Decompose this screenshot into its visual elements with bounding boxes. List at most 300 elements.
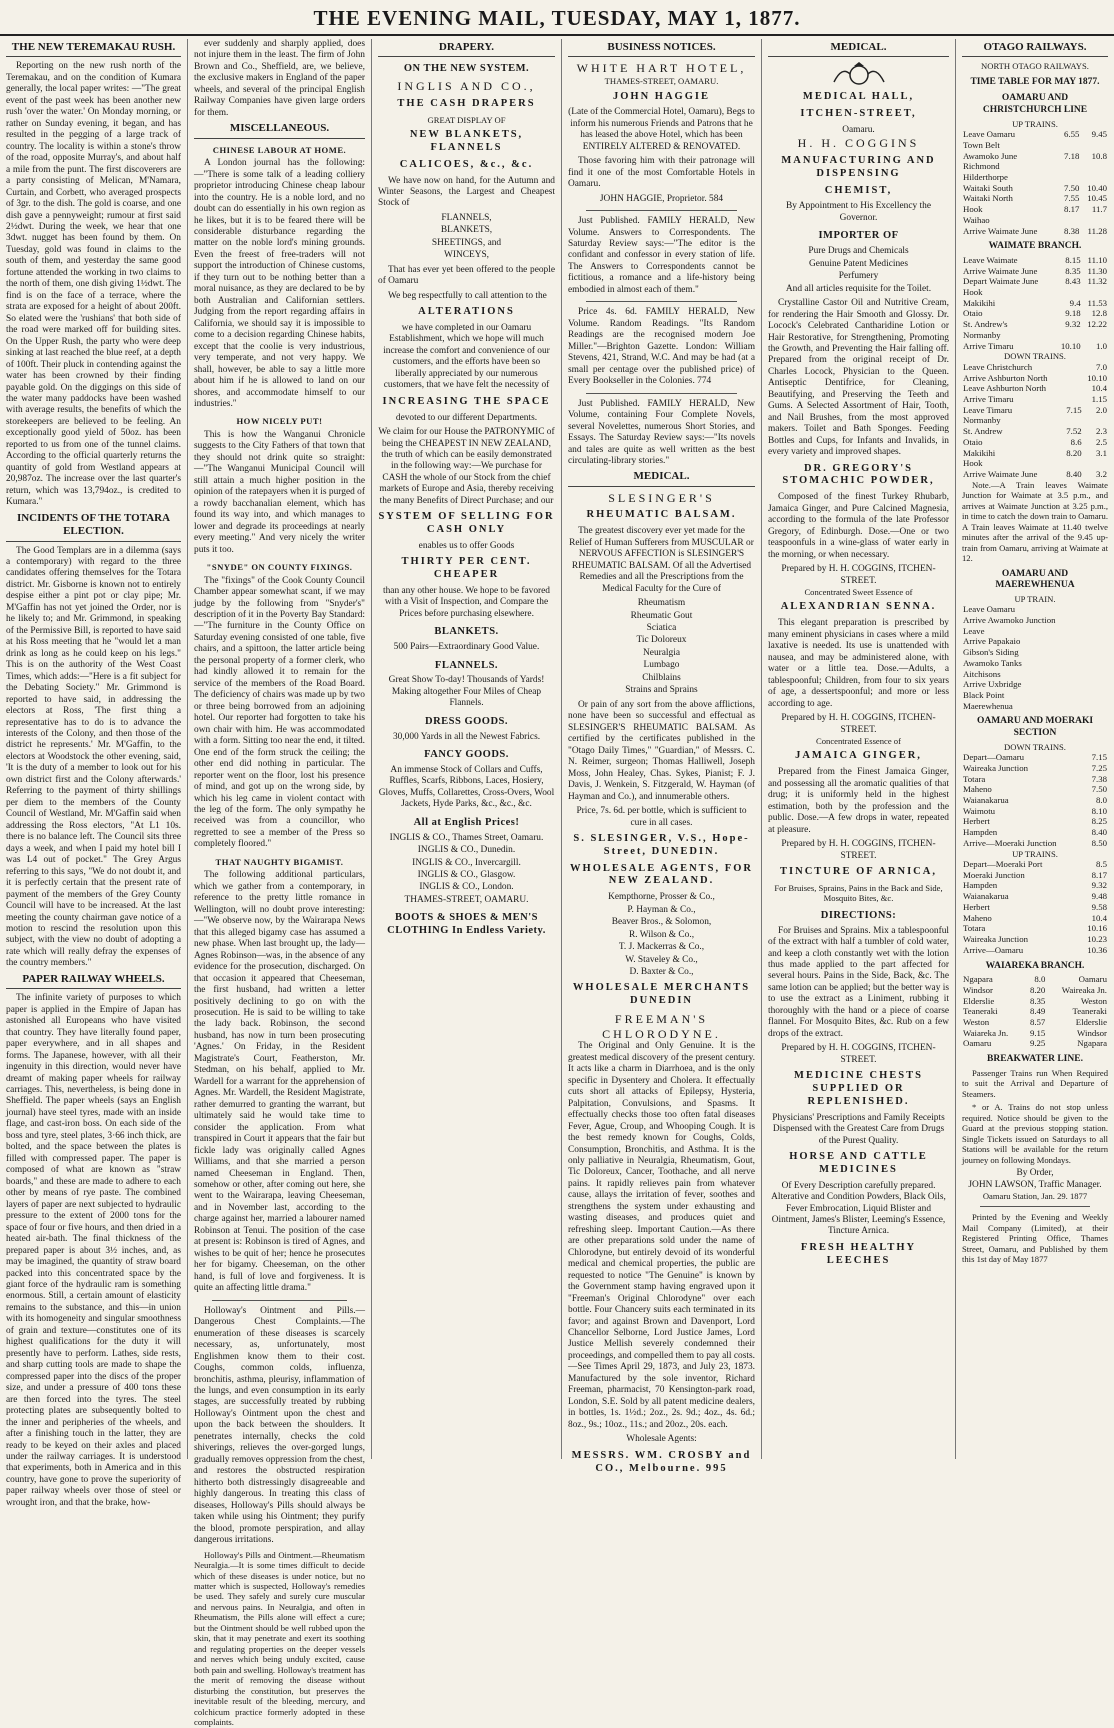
train-time <box>1062 383 1082 394</box>
ad-line: TINCTURE OF ARNICA, <box>780 866 937 877</box>
column-2 <box>188 39 372 1728</box>
ad-text: The Original and Only Genuine. It is the greatest medical discovery of the present century. It acts like a charm in Diarrhoea, and is the only specific in Dysentery and Cholera. It effectually cuts short all attacks of Epilepsy, Hysteria, Palpitation, Convulsions, and Spasms. It effectually checks those too often fatal diseases Fever, Ague, Croup, and Whooping Cough. It is the best remedy known for Coughs, Colds, Consumption, Bronchitis, and Asthma. It is the only palliative in Neuralgia, Rheumatism, Gout, Tic Doloreux, Cancer, Toothache, and all nerve pains. It rapidly relieves pain from whatever cause, allays the irritation of fever, soothes and strengthens the system under exhausting and wasting diseases, and produces quiet and refreshing sleep. Important Caution.—As there are other preparations sold under the name of Chlorodyne, but entirely devoid of its wonderful medical and chemical properties, the public are requested to notice "The Genuine" is known by the Government stamp having engraved upon it "Freeman's Original Chlorodyne" over each bottle. Four Chancery suits each terminated in its favor; and against Brown and Davenport, Lord Chancellor Selborne, Lord Justice James, Lord Justice Mellish severely condemned their proceedings, and compelled them to pay all costs.—See Times April 29, 1873, and July 23, 1873. Manufactured by the sole inventor, Richard Freeman, pharmacist, 70 Kensington-park road, London, S.E. Sold by all patent medicine dealers, in bottles, 1s. 1½d.; 2oz., 2s. 9d.; 4oz., 4s. 6d.; 8oz., 9s.; 10oz., 11s.; and 20oz., 20s. each. <box>568 1041 755 1430</box>
train-time: 8.15 <box>1065 254 1081 265</box>
timetable-row <box>962 308 1108 319</box>
train-time: 8.10 <box>1091 805 1107 816</box>
stock-list <box>378 213 555 262</box>
timetable-row <box>962 647 1108 658</box>
ad-subtitle: DRESS GOODS. <box>424 715 509 727</box>
train-time <box>1083 458 1108 469</box>
train-time: Windsor <box>1077 1027 1107 1038</box>
ad-subtitle: FANCY GOODS. <box>424 749 509 761</box>
timetable-row <box>962 795 1108 806</box>
train-time <box>1058 215 1080 226</box>
ad-line: RHEUMATIC BALSAM. <box>586 509 737 521</box>
timetable-row <box>962 859 1108 870</box>
train-time: 7.18 <box>1064 150 1080 161</box>
train-time: 9.25 <box>1029 1038 1046 1049</box>
ad-line: JOHN HAGGIE <box>613 90 710 102</box>
train-time: 8.49 <box>1029 1006 1046 1017</box>
station-name: St. Andrew <box>963 426 1003 437</box>
ad-line: Concentrated Essence of <box>816 735 901 746</box>
ailment-item: Rheumatism <box>637 598 686 609</box>
station-name: Aitchisons <box>963 668 1001 679</box>
timetable-row <box>962 996 1108 1007</box>
station-name: Black Point <box>963 690 1005 700</box>
ad-text: 30,000 Yards in all the Newest Fabrics. <box>392 731 541 742</box>
timetable-note: Passenger Trains run When Required to suit the Arrival and Departure of Steamers. <box>962 1067 1108 1099</box>
ad-text: We claim for our House the PATRONYMIC of being the CHEAPEST IN NEW ZEALAND, the truth of which can be easily demonstrated in the following way:—We purchase for CASH the whole of our Stock from the chief markets of Europe and Asia, thereby receiving the many Benefits of Direct Purchase; and our <box>378 427 555 506</box>
station-name: Arrive Ashburton North <box>963 372 1048 383</box>
train-time: 8.0 <box>1096 794 1107 805</box>
train-time: 8.38 <box>1064 225 1080 236</box>
station-name: Leave Christchurch <box>963 361 1033 372</box>
train-time: 8.20 <box>1066 447 1082 458</box>
ad-text: Crystalline Castor Oil and Nutritive Cream, for rendering the Hair Smooth and Glossy. Dr. Locock's Celebrated Cantharidine Lotion or Hair Restorative, for Strengthening, Promoting the Growth, and Preventing the Hair falling off. Prepared from the original receipt of Dr. Charles Locock, Physician to the Queen. Antiseptic Dentifrice, for Cleaning, Beautifying, and Preserving the Teeth and Gums. A Selected Assortment of Hair, Tooth, and Nail Brushes, from the most approved makers. Toilet and Bath Sponges. Feeding Bottles and Cups, for Infants and Invalids, in every variety and improved shapes. <box>768 298 949 458</box>
ad-line: NORTH OTAGO RAILWAYS. <box>981 61 1089 72</box>
ad-line: MANUFACTURING AND DISPENSING <box>781 155 936 179</box>
timetable-row <box>962 679 1108 690</box>
timetable-section: UP TRAINS. <box>1012 118 1058 129</box>
train-time: 2.3 <box>1096 426 1107 437</box>
station-name: Gibson's Siding <box>963 647 1019 658</box>
station-name: Awamoko Tanks <box>963 657 1022 668</box>
station-name: Hampden <box>963 880 998 891</box>
train-time: Weston <box>1080 995 1107 1006</box>
timetable-waimate <box>962 255 1108 351</box>
ailment-item: Chilblains <box>642 672 681 683</box>
ad-line: HORSE AND CATTLE MEDICINES <box>789 1150 928 1175</box>
station-name: Arrive Waimate June <box>963 469 1038 480</box>
station-name: Depart—Oamaru <box>963 752 1025 763</box>
agent-item: Kempthorne, Prosser & Co., <box>608 892 715 903</box>
timetable-row <box>962 215 1108 226</box>
ad-line: INCREASING THE SPACE <box>382 395 551 407</box>
timetable-row <box>962 923 1108 934</box>
ad-text: Composed of the finest Turkey Rhubarb, Jamaica Ginger, and Pure Calcined Magnesia, according to the formula of the late Professor Gregory, of Edinburgh. Dose.—One or two teaspoonfuls in a wine-glass of water early in the morning, or when necessary. <box>768 492 949 560</box>
ad-footer: MESSRS. WM. CROSBY and CO., Melbourne. 995 <box>571 1449 752 1474</box>
timetable-section: BREAKWATER LINE. <box>987 1054 1083 1065</box>
station-name: Teaneraki <box>963 1006 998 1017</box>
station-name: Ngapara <box>963 974 993 985</box>
station-name: Leave Oamaru <box>963 129 1016 140</box>
ad-footer: FRESH HEALTHY LEECHES <box>800 1241 917 1266</box>
train-time <box>1058 161 1080 172</box>
stock-item: WINCEYS, <box>443 250 490 261</box>
train-time: 10.36 <box>1087 944 1107 955</box>
ad-line: WHOLESALE MERCHANTS DUNEDIN <box>572 982 751 1007</box>
station-name: Leave Oamaru <box>963 604 1016 615</box>
timetable-row <box>962 1028 1108 1039</box>
station-name: Makikihi <box>963 447 996 458</box>
ad-line: THAMES-STREET, OAMARU. <box>604 76 719 87</box>
timetable-row <box>962 827 1108 838</box>
train-time <box>1082 287 1108 298</box>
train-time: 2.0 <box>1096 404 1107 415</box>
article-body: The infinite variety of purposes to which paper is applied in the Empire of Japan has astonished all Europeans who have visited that country. They have literally found paper, paper everywhere, and in all shapes and forms. The Japanese, however, with all their ingenuity in this direction, would never have dreamt of making paper wheels for railway carriages. This, nevertheless, is being done in Sheffield. The paper wheels (says an English journal) have steel tyres, made with an inside flage, and cast-iron boss. On each side of the boss and tyre, steel plates, 3·66 inch thick, are bolted, and the space between the plates is filled with compressed paper. The paper is composed of what are known as "straw boards," and these are made to adhere to each other by means of rye paste. The combined layers of paper are next subjected to hydraulic pressure to the extent of 2000 tons for the space of four or five hours, and then dried in a heated air-bath. The final thickness of the prepared paper is about 3½ inches, and, as may be imagined, the quantity of straw board packed into this concentrated space by the giant force of the hydraulic ram is something enormous. Still, a certain amount of elasticity remains to the substance, and this—in union with its homogeneity and singular smoothness of grain and texture—constitutes one of its highest qualifications for the duty it will presently have to perform. Lathes, side rests, and sharp cutting tools are made to shape the compressed paper into the discs of the proper size, and under a pressure of 400 tons these are then forced into the tyres. The steel protecting plates are subsequently bolted to the inner and peripheries of the wheels, and after a finishing touch in the latter, they are ready to be keyed on their axles and placed under the railway carriages. It is understood that experiments, both in America and in this country, have gone to prove the superiority of paper railway wheels over those of steel or wrought iron, and that the brake, how- <box>6 993 181 1508</box>
timetable-row <box>962 806 1108 817</box>
ad-business-name: FREEMAN'S CHLORODYNE. <box>602 1012 721 1041</box>
article-body: The Good Templars are in a dilemma (says a contemporary) with regard to the three candidates offering themselves for the Totara district. Mr. Gisborne is known not to entirely despise either a pint pot or clay pipe; Mr. M'Gaffin has not yet joined the Order, nor is he likely to; and Mr. Grimmond, in speaking of the Permissive Bill, is reported to have said at his Ross meeting that he "would let a man drink as long as he could keep on his legs." This is on the authority of the West Coast Times, which adds:—"Here is a fit subject for the Debating Society." Mr. Grimmond is reported to have said, in addressing the electors at Ross, 'The first thing a representative has to do is to advance the interests of the Colony, and then those of the district he represents.' Mr. M'Gaffin, to the electors at Woodstock the other evening, said, 'It is the duty of a member to look out for his own district first and the Colony afterwards.' Referring to the payment of thirty shillings per diem to the members of the County Council of Westland, Mr. M'Gaffin said when addressing the Ross electors, "At L1 10s. there is no balance left. The Council sits three days a week, and when I paid my hotel bill I was L4 out of pocket." The Grey Argus referring to this says, "We do not doubt it, and it is perfectly certain that the present rate of payment of the members of the Grey County Council will have to be increased. At the last meeting the county chairman gave notice of a motion to rescind the resolution upon this subject, with the view no doubt of adopting a rate which will really defray the expenses of the country members." <box>6 545 181 969</box>
branch-item: INGLIS & CO., Invercargill. <box>412 857 521 868</box>
article-subtitle: "SNYDE" ON COUNTY FIXINGS. <box>206 562 353 573</box>
train-time: Elderslie <box>1075 1016 1107 1027</box>
agent-item: T. J. Mackerras & Co., <box>618 942 705 953</box>
train-time: 10.45 <box>1087 193 1107 204</box>
timetable-row <box>962 838 1108 849</box>
ad-line: S. SLESINGER, V.S., Hope-Street, DUNEDIN. <box>573 832 750 857</box>
ad-line: Prepared by H. H. COGGINS, ITCHEN-STREET. <box>781 839 936 861</box>
train-time: 8.50 <box>1091 837 1107 848</box>
branch-item: INGLIS & CO., Dunedin. <box>417 845 516 856</box>
train-time: 7.55 <box>1064 193 1080 204</box>
ad-text: (Late of the Commercial Hotel, Oamaru), Begs to inform his numerous Friends and Patrons that he has leased the above Hotel, which has been ENTIRELY ALTERED & RENOVATED. <box>568 107 755 152</box>
timetable-row <box>962 604 1108 615</box>
train-time: 3.1 <box>1096 447 1107 458</box>
timetable-row <box>962 172 1108 183</box>
train-time <box>1080 161 1108 172</box>
ad-subtitle: All at English Prices! <box>413 816 520 828</box>
agent-item: R. Wilson & Co., <box>628 929 695 940</box>
station-name: Leave Timaru <box>963 404 1013 415</box>
train-time: 9.45 <box>1091 129 1107 140</box>
ad-text: An immense Stock of Collars and Cuffs, Ruffles, Scarfs, Ribbons, Laces, Hosiery, Gloves, Muffs, Collarettes, Cross-Overs, Wool Jackets, Hyde Parks, &c., &c., &c. <box>378 764 555 810</box>
train-time: 10.4 <box>1091 383 1107 394</box>
station-name: Leave Ashburton North <box>963 383 1047 394</box>
train-time: Waireaka Jn. <box>1061 984 1107 995</box>
ad-business-name: INGLIS AND CO., <box>397 79 536 94</box>
ad-business-name: H. H. COGGINS <box>797 136 920 151</box>
masthead <box>0 0 1114 36</box>
section-title: MEDICAL. <box>768 41 949 57</box>
agent-item: W. Staveley & Co., <box>625 954 698 965</box>
agent-item: P. Hayman & Co., <box>627 904 696 915</box>
section-title: MISCELLANEOUS. <box>194 122 365 138</box>
timetable-row <box>962 469 1108 480</box>
ad-line: CHEMIST, <box>824 184 893 196</box>
station-name: Maerewhenua <box>963 700 1013 711</box>
train-time: 8.57 <box>1029 1016 1046 1027</box>
ad-line: NEW BLANKETS, FLANNELS <box>409 129 524 153</box>
station-name: Makikihi <box>963 297 996 308</box>
timetable-row <box>962 183 1108 194</box>
timetable-title: TIME TABLE FOR MAY 1877. <box>970 76 1100 87</box>
train-time: 7.0 <box>1096 361 1107 372</box>
station-name: Windsor <box>963 984 993 995</box>
column-6 <box>956 39 1114 1459</box>
train-time: 8.6 <box>1070 436 1082 447</box>
train-time <box>1082 330 1108 341</box>
train-time: 9.58 <box>1091 901 1107 912</box>
section-title: BUSINESS NOTICES. <box>568 41 755 57</box>
timetable-line: OAMARU AND CHRISTCHURCH LINE <box>982 93 1088 116</box>
ad-line: ITCHEN-STREET, <box>800 108 917 120</box>
station-name: Awamoko June <box>963 150 1018 161</box>
station-name: Moeraki Junction <box>963 869 1025 880</box>
train-time: 8.0 <box>1034 974 1046 985</box>
article-body: ever suddenly and sharply applied, does not injure them in the least. The firm of John Brown and Co., Sheffield, are, we believe, the exclusive makers in England of the paper wheels, and several of the principal English Railway Companies have given large orders for them. <box>194 39 365 118</box>
column-3 <box>372 39 562 1459</box>
timetable-row <box>962 752 1108 763</box>
train-time <box>1062 415 1082 426</box>
ad-text: The greatest discovery ever yet made for the Relief of Human Sufferers from MUSCULAR or NERVOUS AFFECTION is SLESINGER'S RHEUMATIC BALSAM. Of all the Advertised Remedies and all the Prescriptions from the Medical Faculty for the Cure of <box>569 526 754 594</box>
train-time: 11.53 <box>1087 297 1107 308</box>
train-time <box>1062 394 1082 405</box>
article-subtitle: CHINESE LABOUR AT HOME. <box>212 144 347 155</box>
train-time: 10.8 <box>1091 150 1107 161</box>
ad-line: By Order, <box>1016 1168 1054 1179</box>
station-name: Maheno <box>963 912 992 923</box>
train-time: 11.32 <box>1087 276 1107 287</box>
timetable-row <box>962 255 1108 266</box>
station-name: Waimotu <box>963 805 996 816</box>
timetable-row <box>962 902 1108 913</box>
train-time: 1.15 <box>1091 393 1107 404</box>
stock-item: BLANKETS, <box>440 225 493 236</box>
ad-subtitle: FLANNELS. <box>434 659 499 671</box>
timetable-row <box>962 891 1108 902</box>
timetable-row <box>962 341 1108 352</box>
timetable-row <box>962 1017 1108 1028</box>
section-title: OTAGO RAILWAYS. <box>962 41 1108 57</box>
station-name: Hampden <box>963 827 998 838</box>
article-subtitle: THAT NAUGHTY BIGAMIST. <box>215 856 344 867</box>
ad-business-name: SLESINGER'S <box>608 490 715 505</box>
stock-item: SHEETINGS, and <box>431 237 502 248</box>
train-time <box>1062 373 1082 384</box>
branch-item: THAMES-STREET, OAMARU. <box>404 894 529 905</box>
train-time <box>1058 140 1080 151</box>
ad-line: MEDICINE CHESTS SUPPLIED OR REPLENISHED. <box>794 1070 923 1107</box>
divider <box>980 1206 1090 1207</box>
timetable-section: UP TRAIN. <box>1014 593 1056 604</box>
station-name: Waitaki North <box>963 193 1013 204</box>
ad-subtitle: ON THE NEW SYSTEM. <box>403 63 530 75</box>
ad-text: Prepared from the Finest Jamaica Ginger, and possessing all the aromatic qualities of that drug; it is uniformly held in the highest estimation, both by the profession and the public. Dose.—A few drops in water, repeated at pleasure. <box>768 767 949 835</box>
station-name: Hook <box>963 204 983 215</box>
stock-item: FLANNELS, <box>441 212 492 223</box>
branch-item: INGLIS & CO., Thames Street, Oamaru. <box>389 832 544 843</box>
timetable-row <box>962 913 1108 924</box>
timetable-row <box>962 426 1108 437</box>
ad-line: Oamaru Station, Jan. 29. 1877 <box>982 1190 1088 1201</box>
ad-footer: BOOTS & SHOES & MEN'S CLOTHING In Endless Variety. <box>387 912 546 937</box>
train-time: 11.28 <box>1087 225 1107 236</box>
timetable-section: DOWN TRAINS. <box>1004 351 1066 362</box>
ad-text: 500 Pairs—Extraordinary Good Value. <box>393 642 540 653</box>
section-title: MEDICAL. <box>568 470 755 486</box>
timetable-row <box>962 784 1108 795</box>
branch-item: INGLIS & CO., Glasgow. <box>417 870 516 881</box>
timetable-line: OAMARU AND MOERAKI SECTION <box>976 716 1094 739</box>
ad-text: This elegant preparation is prescribed by many eminent physicians in cases where a mild laxative is needed. Its use is unattended with nausea, and may be administered alone, with water or a little tea. Dose.—Adults, a tablespoonful; Children, from four to six years of age, a dessertspoonful; and more or less according to age. <box>768 618 949 709</box>
ailment-item: Lumbago <box>643 660 680 671</box>
column-5 <box>762 39 956 1459</box>
timetable-row <box>962 636 1108 647</box>
agent-list <box>568 892 755 978</box>
train-time: 12.22 <box>1087 319 1107 330</box>
import-item: And all articles requisite for the Toilet. <box>785 283 932 294</box>
ad-line: Wholesale Agents: <box>626 1434 697 1445</box>
ad-text: We beg respectfully to call attention to the <box>388 290 547 301</box>
branch-list <box>378 833 555 907</box>
ad-text: we have completed in our Oamaru Establishment, which we hope will much increase the comfort and convenience of our customers, and the efforts have been so liberally appreciated by our numerous customers, that we have felt the necessity of <box>383 322 550 391</box>
timetable-section: WAIMATE BRANCH. <box>988 241 1082 252</box>
ad-text: Of Every Description carefully prepared. Alterative and Condition Powders, Black Oils, Fever Embrocation, Liquid Blister and Ointment, James's Blister, Leeming's Essence, Tincture Arnica. <box>771 1180 946 1237</box>
timetable-row <box>962 193 1108 204</box>
train-time: 10.40 <box>1087 182 1107 193</box>
ailment-item: Strains and Sprains <box>625 685 698 696</box>
timetable-row <box>962 658 1108 669</box>
train-time <box>1083 415 1108 426</box>
timetable-row <box>962 669 1108 680</box>
station-name: Waireaka Junction <box>963 762 1028 773</box>
train-time: Ngapara <box>1077 1038 1107 1049</box>
train-time: 8.17 <box>1091 869 1107 880</box>
ad-subtitle: IMPORTER OF <box>818 230 899 242</box>
ad-text: Those favoring him with their patronage will find it one of the most Comfortable Hotels in Oamaru. <box>568 156 755 190</box>
train-time: 8.40 <box>1091 827 1107 838</box>
ailment-item: Rheumatic Gout <box>630 610 693 621</box>
timetable-row <box>962 161 1108 172</box>
timetable-row <box>962 974 1108 985</box>
timetable-row <box>962 690 1108 701</box>
station-name: Leave <box>963 625 985 636</box>
train-time <box>1055 287 1081 298</box>
station-name: Waihao <box>963 214 990 225</box>
ailment-item: Sciatica <box>646 623 677 634</box>
timetable-moeraki-up <box>962 859 1108 955</box>
train-time: 9.32 <box>1065 319 1081 330</box>
timetable-row <box>962 405 1108 416</box>
station-name: Town Belt <box>963 139 1000 150</box>
timetable-row <box>962 985 1108 996</box>
timetable-row <box>962 287 1108 298</box>
train-time: 8.5 <box>1096 859 1107 870</box>
ad-line: Prepared by H. H. COGGINS, ITCHEN-STREET. <box>781 564 936 586</box>
ad-text: than any other house. We hope to be favored with a Visit of Inspection, and Compare the Prices before purchasing elsewhere. <box>383 586 550 619</box>
ad-text: Great Show To-day! Thousands of Yards! Making altogether Four Miles of Cheap Flannels. <box>388 675 545 709</box>
station-name: Totara <box>963 923 986 934</box>
divider <box>586 301 737 302</box>
timetable-note: * or A. Trains do not stop unless required. Notice should be given to the Guard at the previous stopping station. Single Tickets issued on Saturdays to all Stations will be available for the return journey on following Mondays. <box>962 1102 1108 1165</box>
ailment-item: Tic Doloreux <box>636 635 687 646</box>
ad-line: THIRTY PER CENT. CHEAPER <box>401 556 532 581</box>
agent-item: Beaver Bros., & Solomon, <box>611 917 712 928</box>
ad-line: THE CASH DRAPERS <box>397 97 536 109</box>
station-name: Waianakarua <box>963 794 1009 805</box>
ad-line: For Bruises, Sprains, Pains in the Back and Side, Mosquito Bites, &c. <box>774 882 943 904</box>
divider <box>586 393 737 394</box>
station-name: Normanby <box>963 329 1001 340</box>
train-time: 9.32 <box>1091 880 1107 891</box>
station-name: Maheno <box>963 784 992 795</box>
ad-line: Prepared by H. H. COGGINS, ITCHEN-STREET. <box>781 713 936 735</box>
ad-business-name: MEDICAL HALL, <box>802 91 915 103</box>
timetable-row <box>962 383 1108 394</box>
timetable-row <box>962 458 1108 469</box>
timetable-row <box>962 816 1108 827</box>
timetable-row <box>962 880 1108 891</box>
newspaper-title: THE EVENING MAIL, TUESDAY, MAY 1, 1877. <box>313 6 801 30</box>
timetable-row <box>962 226 1108 237</box>
royal-arms-icon <box>768 61 949 87</box>
timetable-row <box>962 266 1108 277</box>
timetable-maerewhenua <box>962 604 1108 711</box>
train-time: 9.4 <box>1069 297 1081 308</box>
train-time <box>1080 140 1108 151</box>
section-title: DRAPERY. <box>378 41 555 57</box>
article-body: The following additional particulars, which we gather from a contemporary, in reference to the pretty little romance in Wellington, will no doubt prove interesting:—"We observe now, by the Wairarapa News that this alleged bigamy case has assumed a new phase. When last brought up, the lady—Agnes Robinson—was, in the absence of any evidence for the prosecution, discharged. On that occasion it appeared that Cheeseman, the first husband, had written a letter positively declining to go on with the prosecution. He is said to be willing to take the lady back. Robinson, the second husband, has now in turn been prosecuting 'Agnes.' On Friday, in the Resident Magistrate's Court, Featherston, Mr. Stedman, on his behalf, applied to Mr. Wardell for a warrant for the apprehension of Agnes. Mr. Wardell, the Resident Magistrate, rather demurred to granting the warrant, but ultimately said he would take time to consider the application. From what transpired in Court it appears that the fair but fickle lady was originally called Agnes Williams, and that she married a person named Cheeseman in England. Then, somehow or other, after coming out here, she went to the Wairarapa, leaving Cheeseman, and in November last, according to the charge against her, married a labourer named Robinson at Tenui. The position of the case at present is: Robinson is tired of Agnes, and wishes to be quit of her; hence he prosecutes her for bigamy. Cheeseman, on the other hand, is full of love and forgiveness. It is quite an affecting little drama." <box>194 870 365 1294</box>
train-time: Teaneraki <box>1072 1006 1107 1017</box>
station-name: Weston <box>963 1016 990 1027</box>
station-name: Waiareka Jn. <box>963 1027 1009 1038</box>
train-time: 8.40 <box>1066 469 1082 480</box>
ad-line: ALEXANDRIAN SENNA. <box>780 601 937 613</box>
station-name: Arrive Uxbridge <box>963 679 1022 690</box>
station-name: Arrive Awamoko Junction <box>963 614 1056 625</box>
article-body: The "fixings" of the Cook County Council Chamber appear somewhat scant, if we may judge by the following from "Snyder's" description of it in the Poverty Bay Standard:—"The furniture in the County Office on Saturday evening consisted of one table, five chairs, and a spittoon, the latter article being the personal property of a former clerk, who had kindly allowed it to remain for the service of the members of the Road Board. The deficiency of chairs was made up by two or three being borrowed from an adjoining hotel. Our reporter had forgotten to take his own chair with him. He was accommodated with a form. Sitting too near the end, it tilted. One end of the form struck the ceiling; the other end did nothing in particular. The reporter went on the floor, lost his presence of mind, and got up on the wrong side, by which his leg came in violent contact with the leg of the form. The only sympathy he received was from a councillor, who regretted to see a member of the Press so completely floored." <box>194 575 365 850</box>
train-time: 11.30 <box>1087 265 1107 276</box>
timetable-row <box>962 394 1108 405</box>
train-time: 8.35 <box>1065 265 1081 276</box>
station-name: St. Andrew's <box>963 319 1008 330</box>
train-time: 7.38 <box>1091 773 1107 784</box>
ad-line: GREAT DISPLAY OF <box>427 114 506 125</box>
timetable-row <box>962 415 1108 426</box>
ad-subtitle: DIRECTIONS: <box>820 909 897 921</box>
ailment-item: Neuralgia <box>643 647 680 658</box>
train-time: 11.7 <box>1091 204 1107 215</box>
train-time: 7.50 <box>1064 182 1080 193</box>
ad-line: Prepared by H. H. COGGINS, ITCHEN-STREET. <box>781 1043 936 1065</box>
train-time <box>1080 172 1108 183</box>
article-title: PAPER RAILWAY WHEELS. <box>6 973 181 989</box>
train-time: 2.5 <box>1096 436 1107 447</box>
timetable-row <box>962 774 1108 785</box>
timetable-section: DOWN TRAINS. <box>1004 741 1066 752</box>
train-time: 8.17 <box>1064 204 1080 215</box>
import-list <box>768 246 949 295</box>
train-time <box>1080 215 1108 226</box>
train-time <box>1055 330 1081 341</box>
station-name: Totara <box>963 773 986 784</box>
ad-text: devoted to our different Departments. <box>395 412 538 423</box>
article-title: INCIDENTS OF THE TOTARA ELECTION. <box>6 512 181 542</box>
train-time: 10.16 <box>1087 923 1107 934</box>
station-name: Otaio <box>963 436 983 447</box>
ad-text: enables us to offer Goods <box>418 540 515 551</box>
train-time <box>1062 362 1082 373</box>
train-time: 6.55 <box>1064 129 1080 140</box>
timetable-row <box>962 362 1108 373</box>
timetable-row <box>962 701 1108 712</box>
timetable-row <box>962 615 1108 626</box>
advertisement-text: Holloway's Pills and Ointment.—Rheumatism Neuralgia.—It is some times difficult to decide which of these diseases is under notice, but no matter which is suspected, Holloway's remedies be used. They safely and surely cure muscular and nervous pains. In Neuralgia, and often in Rheumatism, the Pills alone will effect a cure; but the Ointment should be well rubbed upon the skin, that it may penetrate and exert its soothing and regulating properties on the deeper vessels and nerves which being unduly excited, cause both pain and swelling. Holloway's treatment has the merit of removing the disease without disturbing the constitution, but preserves the inevitable result of the bleeding, mercury, and colchicum practice formerly adopted in these complaints. <box>194 1549 365 1728</box>
train-time: 9.48 <box>1091 891 1107 902</box>
train-time: Oamaru <box>1078 974 1107 985</box>
train-time: 7.15 <box>1091 752 1107 763</box>
timetable-row <box>962 204 1108 215</box>
article-body: A London journal has the following:—"There is some talk of a leading colliery proprietor introducing Chinese cheap labour into the country. He is a noble lord, and no doubt can do essentially in his own region as he likes, but it is to be feared there will be considerable disturbance regarding the matter on the noble lord's mining grounds. Even the freest of free-traders will not support the introduction of Chinese customs, if they turn out to be nothing better than a moral nuisance, as they are declared to be by both Australian and Californian settlers. Judging from the report regarding affairs in California, we should say it is impossible to come to a decision regarding Chinese habits, except that the coolie is very industrious, very temperate, and not very happy. We shall, however, be able to say a little more about him if he is allowed to land on our shores, and accommodate himself to our industries." <box>194 158 365 410</box>
ad-line: DR. GREGORY'S STOMACHIC POWDER, <box>782 462 935 487</box>
train-time: 8.25 <box>1091 816 1107 827</box>
timetable-up <box>962 129 1108 236</box>
station-name: Herbert <box>963 816 990 827</box>
timetable-row <box>962 140 1108 151</box>
printer-imprint: Printed by the Evening and Weekly Mail Company (Limited), at their Registered Printing Office, Thames Street, Oamaru, and Published by them this 1st day of May 1877 <box>962 1212 1108 1265</box>
ad-line: Concentrated Sweet Essence of <box>804 587 913 597</box>
